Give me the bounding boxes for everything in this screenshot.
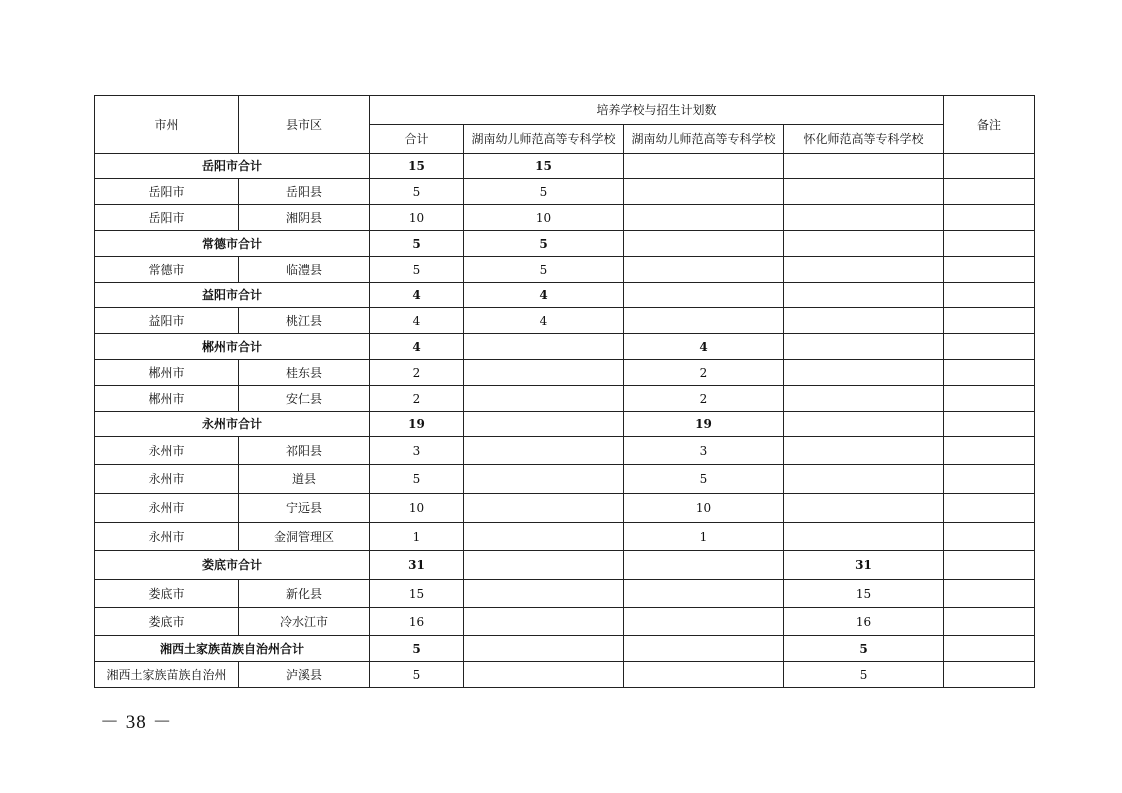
header-remark: 备注 xyxy=(944,96,1035,154)
total-cell: 5 xyxy=(370,257,464,283)
school-1-cell xyxy=(464,360,624,386)
header-county: 县市区 xyxy=(239,96,370,154)
school-1-cell xyxy=(464,662,624,688)
table-row xyxy=(95,437,1035,465)
school-2-cell xyxy=(624,636,784,662)
remark-cell xyxy=(944,334,1035,360)
remark-cell xyxy=(944,257,1035,283)
remark-cell xyxy=(944,308,1035,334)
county-cell: 安仁县 xyxy=(239,386,370,412)
subtotal-label: 娄底市合计 xyxy=(95,551,370,580)
school-1-cell xyxy=(464,636,624,662)
subtotal-row xyxy=(95,154,1035,179)
school-3-cell xyxy=(784,179,944,205)
school-3-cell xyxy=(784,360,944,386)
total-cell: 10 xyxy=(370,494,464,523)
remark-cell xyxy=(944,551,1035,580)
county-cell: 桃江县 xyxy=(239,308,370,334)
total-cell: 2 xyxy=(370,360,464,386)
remark-cell xyxy=(944,608,1035,636)
table-row xyxy=(95,494,1035,523)
enrollment-plan-table xyxy=(94,95,1035,688)
table-row xyxy=(95,662,1035,688)
remark-cell xyxy=(944,154,1035,179)
header-total: 合计 xyxy=(370,125,464,154)
subtotal-label: 郴州市合计 xyxy=(95,334,370,360)
page-number: － 38 － xyxy=(100,712,173,733)
header-school-group: 培养学校与招生计划数 xyxy=(370,96,944,125)
school-1-cell: 10 xyxy=(464,205,624,231)
subtotal-label: 岳阳市合计 xyxy=(95,154,370,179)
school-2-cell: 1 xyxy=(624,523,784,551)
school-3-cell: 31 xyxy=(784,551,944,580)
county-cell: 湘阴县 xyxy=(239,205,370,231)
table-row xyxy=(95,179,1035,205)
total-cell: 4 xyxy=(370,308,464,334)
total-cell: 5 xyxy=(370,465,464,494)
city-cell: 娄底市 xyxy=(95,608,239,636)
remark-cell xyxy=(944,205,1035,231)
school-2-cell: 19 xyxy=(624,412,784,437)
city-cell: 娄底市 xyxy=(95,580,239,608)
county-cell: 宁远县 xyxy=(239,494,370,523)
city-cell: 岳阳市 xyxy=(95,179,239,205)
city-cell: 郴州市 xyxy=(95,386,239,412)
total-cell: 3 xyxy=(370,437,464,465)
header-city: 市州 xyxy=(95,96,239,154)
remark-cell xyxy=(944,386,1035,412)
school-1-cell: 5 xyxy=(464,179,624,205)
total-cell: 4 xyxy=(370,283,464,308)
school-2-cell: 5 xyxy=(624,465,784,494)
total-cell: 5 xyxy=(370,179,464,205)
total-cell: 31 xyxy=(370,551,464,580)
total-cell: 4 xyxy=(370,334,464,360)
subtotal-row xyxy=(95,231,1035,257)
remark-cell xyxy=(944,580,1035,608)
school-2-cell xyxy=(624,608,784,636)
subtotal-row xyxy=(95,551,1035,580)
subtotal-row xyxy=(95,636,1035,662)
school-1-cell xyxy=(464,580,624,608)
remark-cell xyxy=(944,523,1035,551)
school-2-cell xyxy=(624,231,784,257)
subtotal-row xyxy=(95,412,1035,437)
remark-cell xyxy=(944,636,1035,662)
city-cell: 益阳市 xyxy=(95,308,239,334)
school-2-cell xyxy=(624,257,784,283)
school-3-cell xyxy=(784,334,944,360)
total-cell: 5 xyxy=(370,231,464,257)
total-cell: 2 xyxy=(370,386,464,412)
school-3-cell xyxy=(784,231,944,257)
school-3-cell xyxy=(784,494,944,523)
remark-cell xyxy=(944,412,1035,437)
school-3-cell: 5 xyxy=(784,636,944,662)
school-3-cell xyxy=(784,412,944,437)
school-3-cell: 15 xyxy=(784,580,944,608)
school-1-cell: 5 xyxy=(464,257,624,283)
school-1-cell xyxy=(464,494,624,523)
school-2-cell: 3 xyxy=(624,437,784,465)
subtotal-label: 湘西土家族苗族自治州合计 xyxy=(95,636,370,662)
school-1-cell: 15 xyxy=(464,154,624,179)
school-3-cell xyxy=(784,283,944,308)
school-2-cell xyxy=(624,283,784,308)
school-2-cell xyxy=(624,580,784,608)
school-2-cell: 10 xyxy=(624,494,784,523)
remark-cell xyxy=(944,437,1035,465)
table-row xyxy=(95,386,1035,412)
total-cell: 5 xyxy=(370,662,464,688)
school-1-cell xyxy=(464,551,624,580)
school-1-cell xyxy=(464,412,624,437)
school-1-cell xyxy=(464,608,624,636)
school-2-cell xyxy=(624,179,784,205)
school-2-cell xyxy=(624,154,784,179)
school-1-cell xyxy=(464,465,624,494)
total-cell: 10 xyxy=(370,205,464,231)
city-cell: 岳阳市 xyxy=(95,205,239,231)
school-1-cell: 4 xyxy=(464,283,624,308)
school-3-cell: 16 xyxy=(784,608,944,636)
header-school-2: 湖南幼儿师范高等专科学校 xyxy=(624,125,784,154)
county-cell: 祁阳县 xyxy=(239,437,370,465)
total-cell: 15 xyxy=(370,154,464,179)
county-cell: 冷水江市 xyxy=(239,608,370,636)
county-cell: 金洞管理区 xyxy=(239,523,370,551)
subtotal-label: 常德市合计 xyxy=(95,231,370,257)
school-3-cell xyxy=(784,523,944,551)
table-row xyxy=(95,523,1035,551)
remark-cell xyxy=(944,231,1035,257)
total-cell: 16 xyxy=(370,608,464,636)
school-3-cell xyxy=(784,465,944,494)
remark-cell xyxy=(944,360,1035,386)
subtotal-label: 永州市合计 xyxy=(95,412,370,437)
school-3-cell xyxy=(784,386,944,412)
table-row xyxy=(95,580,1035,608)
school-2-cell xyxy=(624,551,784,580)
city-cell: 湘西土家族苗族自治州 xyxy=(95,662,239,688)
subtotal-row xyxy=(95,334,1035,360)
county-cell: 新化县 xyxy=(239,580,370,608)
table-row xyxy=(95,257,1035,283)
school-3-cell: 5 xyxy=(784,662,944,688)
school-3-cell xyxy=(784,437,944,465)
city-cell: 永州市 xyxy=(95,523,239,551)
school-1-cell xyxy=(464,334,624,360)
table-body xyxy=(95,154,1035,688)
header-school-3: 怀化师范高等专科学校 xyxy=(784,125,944,154)
school-3-cell xyxy=(784,308,944,334)
subtotal-label: 益阳市合计 xyxy=(95,283,370,308)
header-school-1: 湖南幼儿师范高等专科学校 xyxy=(464,125,624,154)
school-2-cell xyxy=(624,205,784,231)
county-cell: 岳阳县 xyxy=(239,179,370,205)
table-row xyxy=(95,205,1035,231)
total-cell: 15 xyxy=(370,580,464,608)
school-3-cell xyxy=(784,257,944,283)
remark-cell xyxy=(944,662,1035,688)
county-cell: 临澧县 xyxy=(239,257,370,283)
school-2-cell: 2 xyxy=(624,360,784,386)
school-1-cell xyxy=(464,437,624,465)
table-row xyxy=(95,308,1035,334)
city-cell: 常德市 xyxy=(95,257,239,283)
remark-cell xyxy=(944,494,1035,523)
table-row xyxy=(95,608,1035,636)
school-2-cell xyxy=(624,308,784,334)
school-2-cell xyxy=(624,662,784,688)
school-1-cell: 4 xyxy=(464,308,624,334)
school-2-cell: 2 xyxy=(624,386,784,412)
school-2-cell: 4 xyxy=(624,334,784,360)
school-1-cell: 5 xyxy=(464,231,624,257)
school-1-cell xyxy=(464,523,624,551)
school-3-cell xyxy=(784,154,944,179)
subtotal-row xyxy=(95,283,1035,308)
city-cell: 郴州市 xyxy=(95,360,239,386)
remark-cell xyxy=(944,465,1035,494)
county-cell: 泸溪县 xyxy=(239,662,370,688)
remark-cell xyxy=(944,179,1035,205)
city-cell: 永州市 xyxy=(95,437,239,465)
county-cell: 道县 xyxy=(239,465,370,494)
total-cell: 5 xyxy=(370,636,464,662)
total-cell: 1 xyxy=(370,523,464,551)
table-row xyxy=(95,360,1035,386)
city-cell: 永州市 xyxy=(95,465,239,494)
county-cell: 桂东县 xyxy=(239,360,370,386)
school-3-cell xyxy=(784,205,944,231)
city-cell: 永州市 xyxy=(95,494,239,523)
total-cell: 19 xyxy=(370,412,464,437)
remark-cell xyxy=(944,283,1035,308)
school-1-cell xyxy=(464,386,624,412)
table-row xyxy=(95,465,1035,494)
